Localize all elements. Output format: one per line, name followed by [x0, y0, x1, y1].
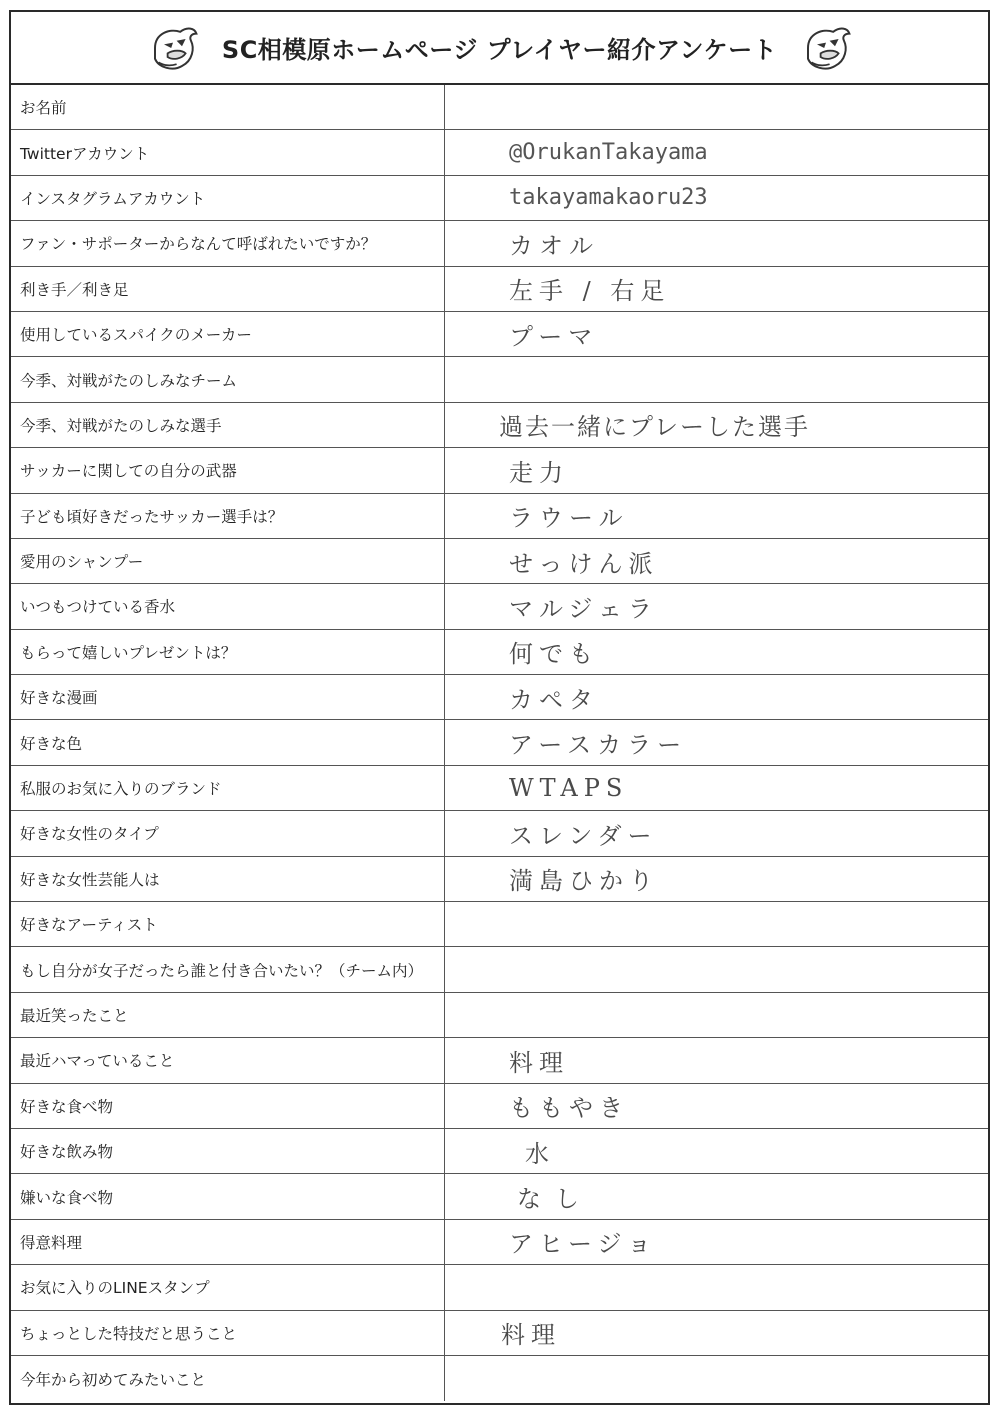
table-row [11, 267, 988, 312]
answer-cell [445, 1356, 988, 1401]
question-label: 利き手／利き足 [11, 267, 445, 311]
answer-cell [445, 902, 988, 946]
question-label: 私服のお気に入りのブランド [11, 766, 445, 810]
question-label: 好きな女性芸能人は [11, 857, 445, 901]
table-row [11, 584, 988, 629]
table-row [11, 403, 988, 448]
question-label: ちょっとした特技だと思うこと [11, 1311, 445, 1355]
question-label: Twitterアカウント [11, 130, 445, 174]
table-row [11, 1311, 988, 1356]
mascot-bird-icon [146, 21, 200, 75]
question-label: サッカーに関しての自分の武器 [11, 448, 445, 492]
answer-cell: ももやき [509, 1094, 629, 1123]
answer-cell: アヒージョ [509, 1230, 658, 1259]
questionnaire-sheet [9, 10, 990, 1405]
answer-cell: アースカラー [509, 731, 688, 760]
table-row [11, 1129, 988, 1174]
table-row [11, 630, 988, 675]
table-row [11, 85, 988, 130]
answer-cell: せっけん派 [509, 549, 659, 578]
question-label: 得意料理 [11, 1220, 445, 1264]
table-row [11, 811, 988, 856]
question-label: 好きなアーティスト [11, 902, 445, 946]
question-label: 好きな色 [11, 720, 445, 764]
question-label: 好きな食べ物 [11, 1084, 445, 1128]
answer-cell [445, 993, 988, 1037]
question-label: インスタグラムアカウント [11, 176, 445, 220]
answer-cell: 満島ひかり [509, 867, 659, 896]
mascot-bird-icon [799, 21, 853, 75]
answer-cell: 左手 / 右足 [509, 277, 671, 306]
question-label: 好きな女性のタイプ [11, 811, 445, 855]
table-row [11, 539, 988, 584]
table-row [11, 766, 988, 811]
answer-cell: カオル [509, 231, 599, 260]
question-label: お名前 [11, 85, 445, 129]
table-row [11, 993, 988, 1038]
answer-cell: スレンダー [509, 821, 658, 850]
table-row [11, 675, 988, 720]
question-table [11, 85, 988, 1401]
question-label: いつもつけている香水 [11, 584, 445, 628]
answer-cell: プーマ [509, 322, 599, 351]
question-label: 今季、対戦がたのしみなチーム [11, 357, 445, 401]
table-row [11, 1265, 988, 1310]
answer-cell: takayamakaoru23 [509, 185, 708, 211]
table-row [11, 176, 988, 221]
answer-cell: 走力 [509, 458, 569, 487]
question-label: 愛用のシャンプー [11, 539, 445, 583]
answer-cell: ラウール [509, 504, 629, 533]
sheet-header [11, 12, 988, 85]
answer-cell: なし [517, 1185, 593, 1214]
table-row [11, 1084, 988, 1129]
question-label: 子ども頃好きだったサッカー選手は？ [11, 494, 445, 538]
question-label: もし自分が女子だったら誰と付き合いたい？（チーム内） [11, 947, 445, 991]
answer-cell: WTAPS [509, 774, 629, 803]
question-label: もらって嬉しいプレゼントは？ [11, 630, 445, 674]
question-label: お気に入りのLINEスタンプ [11, 1265, 445, 1309]
question-label: 今季、対戦がたのしみな選手 [11, 403, 445, 447]
answer-cell [445, 1265, 988, 1309]
table-row [11, 1038, 988, 1083]
answer-cell: 水 [525, 1139, 555, 1168]
question-label: 使用しているスパイクのメーカー [11, 312, 445, 356]
question-label: 今年から初めてみたいこと [11, 1356, 445, 1401]
answer-cell [445, 947, 988, 991]
table-row [11, 1220, 988, 1265]
question-label: 最近ハマっていること [11, 1038, 445, 1082]
table-row [11, 448, 988, 493]
question-label: 好きな飲み物 [11, 1129, 445, 1173]
table-row [11, 857, 988, 902]
table-row [11, 357, 988, 402]
answer-cell: @OrukanTakayama [509, 140, 708, 166]
table-row [11, 1356, 988, 1401]
table-row [11, 720, 988, 765]
answer-cell: 料理 [501, 1321, 561, 1350]
question-label: 嫌いな食べ物 [11, 1174, 445, 1218]
table-row [11, 494, 988, 539]
answer-cell: マルジェラ [509, 594, 658, 623]
answer-cell: カペタ [509, 685, 599, 714]
answer-cell: 料理 [509, 1048, 569, 1077]
question-label: 好きな漫画 [11, 675, 445, 719]
question-label: 最近笑ったこと [11, 993, 445, 1037]
table-row [11, 221, 988, 266]
table-row [11, 947, 988, 992]
answer-cell: 何でも [509, 640, 599, 669]
answer-cell [445, 85, 988, 129]
sheet-title: SC相模原ホームページ プレイヤー紹介アンケート [221, 36, 778, 64]
table-row [11, 130, 988, 175]
answer-cell: 過去一緒にプレーした選手 [499, 413, 811, 442]
table-row [11, 312, 988, 357]
table-row [11, 902, 988, 947]
table-row [11, 1174, 988, 1219]
answer-cell [445, 357, 988, 401]
question-label: ファン・サポーターからなんて呼ばれたいですか？ [11, 221, 445, 265]
